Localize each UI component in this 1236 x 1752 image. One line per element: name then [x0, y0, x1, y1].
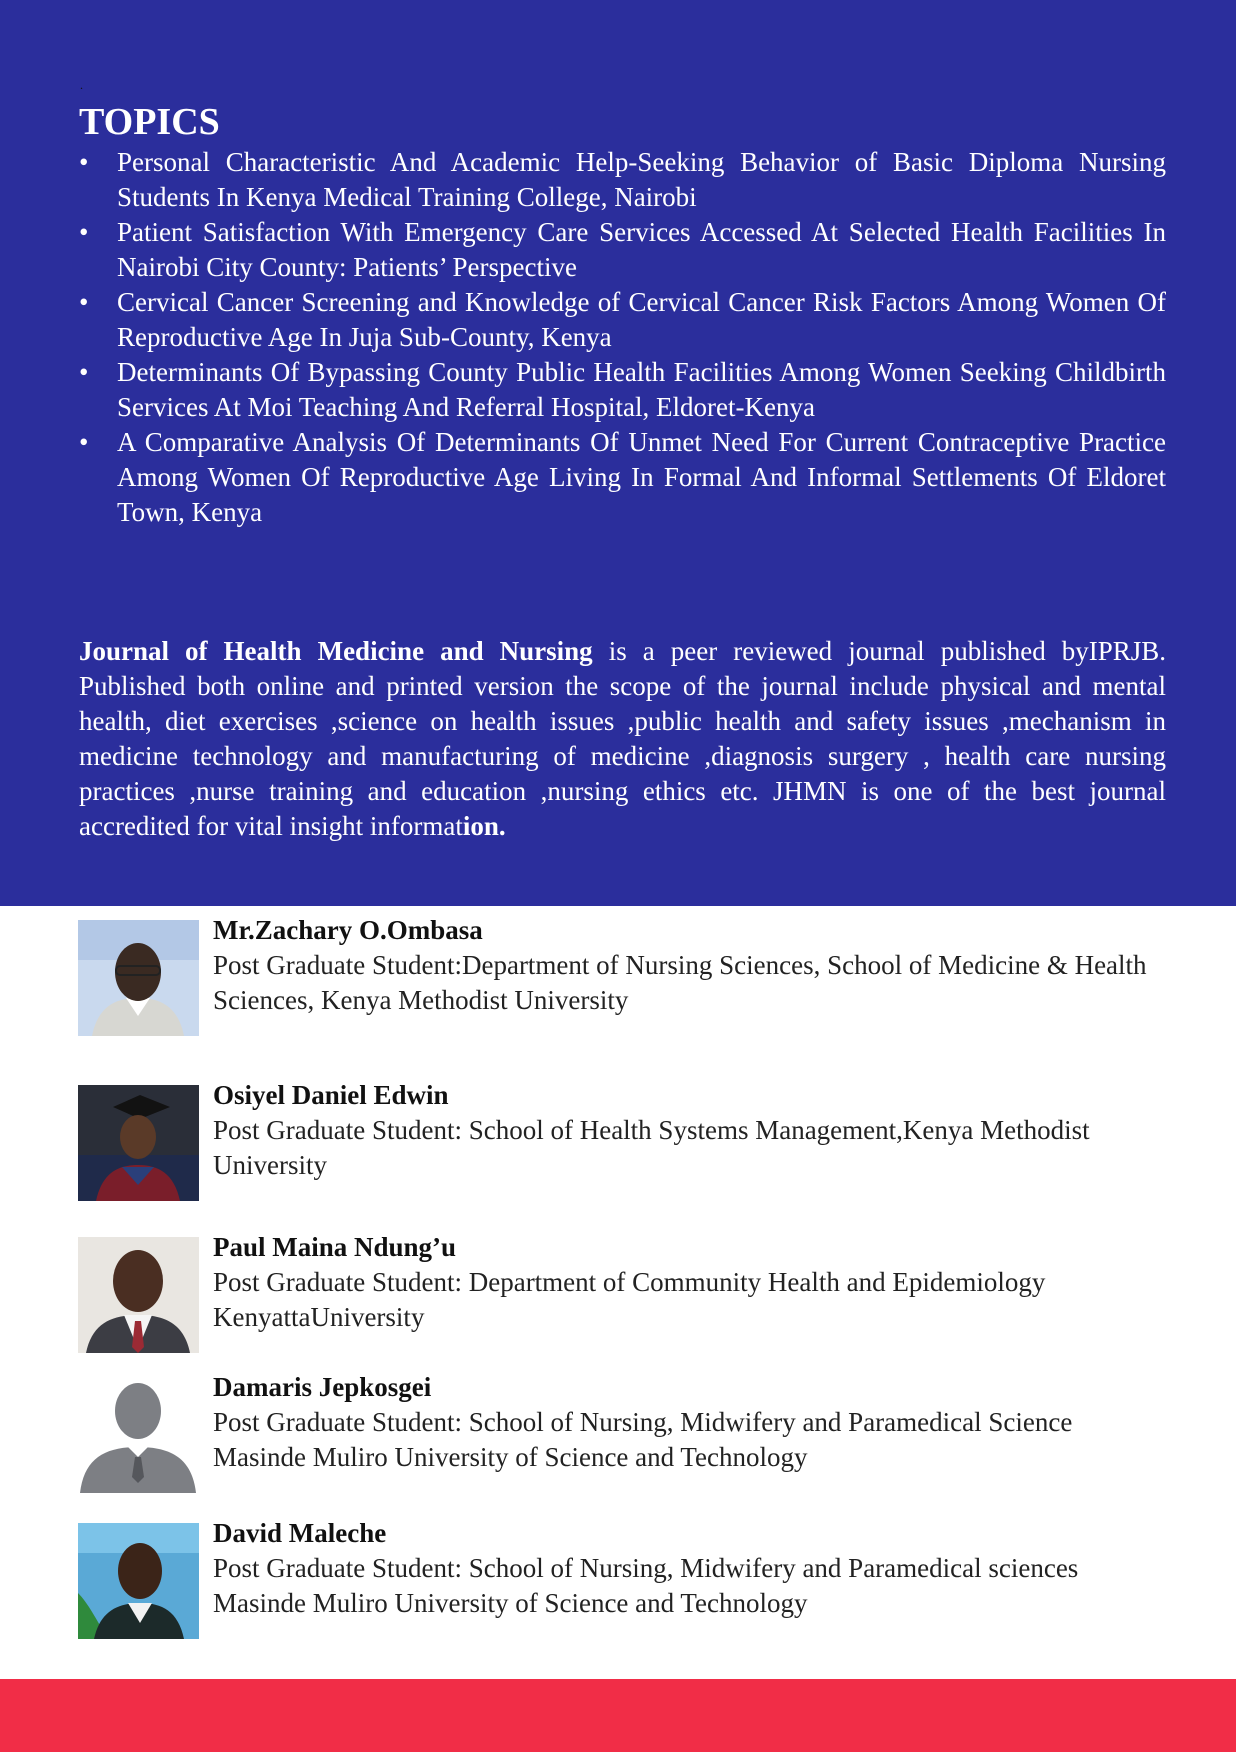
author-entry: [78, 1080, 1178, 1203]
topics-list: [79, 145, 1166, 530]
author-affiliation: Post Graduate Student: Department of Community Health and Epidemiology KenyattaUniversity: [213, 1267, 1046, 1332]
topic-item: • Personal Characteristic And Academic Help-Seeking Behavior of Basic Diploma Nursing Students In Kenya Medical Training College, Nairobi: [79, 145, 1166, 215]
author-name: Mr.Zachary O.Ombasa: [213, 915, 483, 945]
author-name: David Maleche: [213, 1518, 387, 1548]
topic-item: • A Comparative Analysis Of Determinants Of Unmet Need For Current Contraceptive Practice Among Women Of Reproductive Age Living In Formal And Informal Settlements Of Eldoret Town, Kenya: [79, 425, 1166, 530]
author-entry: [78, 1518, 1178, 1641]
author-photo: [78, 1085, 199, 1201]
author-name: Osiyel Daniel Edwin: [213, 1080, 449, 1110]
journal-description: [79, 634, 1166, 844]
topic-item: • Patient Satisfaction With Emergency Care Services Accessed At Selected Health Facilities In Nairobi City County: Patients’ Perspective: [79, 215, 1166, 285]
topic-item: • Determinants Of Bypassing County Public Health Facilities Among Women Seeking Childbirth Services At Moi Teaching And Referral Hospital, Eldoret-Kenya: [79, 355, 1166, 425]
author-entry: [78, 1372, 1178, 1495]
author-entry: [78, 915, 1178, 1038]
author-name: Damaris Jepkosgei: [213, 1372, 432, 1402]
author-photo: [78, 1237, 199, 1353]
author-entry: [78, 1232, 1178, 1355]
author-affiliation: Post Graduate Student:Department of Nursing Sciences, School of Medicine & Health Sciences, Kenya Methodist University: [213, 950, 1147, 1015]
author-affiliation: Post Graduate Student: School of Health Systems Management,Kenya Methodist University: [213, 1115, 1090, 1180]
topic-item: • Cervical Cancer Screening and Knowledge of Cervical Cancer Risk Factors Among Women Of Reproductive Age In Juja Sub-County, Kenya: [79, 285, 1166, 355]
stray-dot: .: [80, 78, 83, 92]
footer-bar: [0, 1679, 1236, 1752]
author-affiliation: Post Graduate Student: School of Nursing, Midwifery and Paramedical Science Masinde Muliro University of Science and Technology: [213, 1407, 1073, 1472]
author-affiliation: Post Graduate Student: School of Nursing, Midwifery and Paramedical sciences Masinde Muliro University of Science and Technology: [213, 1553, 1079, 1618]
author-photo: [78, 920, 199, 1036]
journal-description-end: ion.: [462, 811, 506, 841]
author-photo: [78, 1523, 199, 1639]
journal-name: Journal of Health Medicine and Nursing: [79, 636, 593, 666]
author-name: Paul Maina Ndung’u: [213, 1232, 457, 1262]
topics-title: TOPICS: [79, 101, 220, 143]
journal-description-text: is a peer reviewed journal published byIPRJB. Published both online and printed version the scope of the journal include physical and mental health, diet exercises ,science on health issues ,public health and safety issues ,mechanism in medicine technology and manufacturing of medicine ,diagnosis surgery , health care nursing practices ,nurse training and education ,nursing ethics etc. JHMN is one of the best journal accredited for vital insight informat: [79, 636, 1167, 841]
avatar-placeholder-icon: [78, 1377, 199, 1493]
